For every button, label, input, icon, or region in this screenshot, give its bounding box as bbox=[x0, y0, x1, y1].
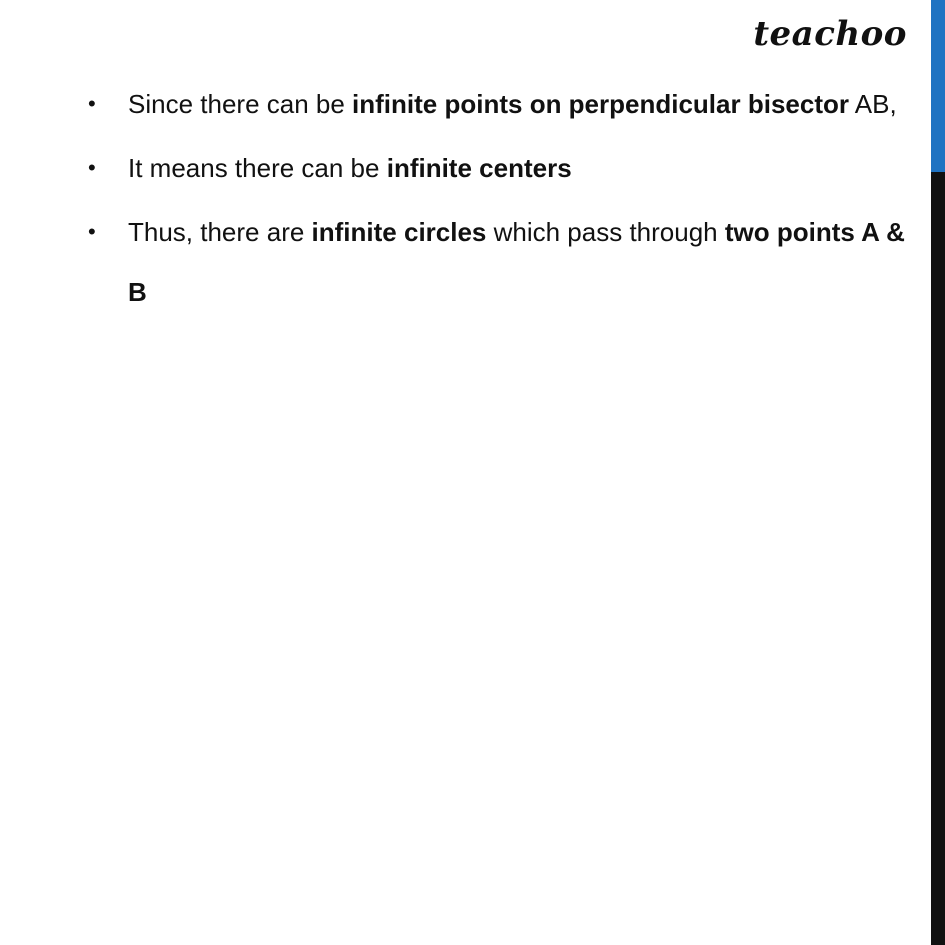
bullet-text: It means there can be bbox=[128, 153, 387, 183]
bullet-text: AB, bbox=[848, 89, 897, 119]
bullet-item bbox=[88, 202, 920, 322]
bullet-text: Thus, there are bbox=[128, 217, 312, 247]
bullet-dot-icon: • bbox=[88, 219, 96, 244]
bullet-dot-icon: • bbox=[88, 91, 96, 116]
bullet-text-bold: infinite centers bbox=[386, 153, 572, 183]
slide-content bbox=[88, 74, 920, 326]
bullet-dot-icon: • bbox=[88, 155, 96, 180]
teachoo-logo: teachoo bbox=[753, 14, 907, 54]
bullet-item bbox=[88, 138, 920, 198]
bullet-text: Since there can be bbox=[128, 89, 353, 119]
side-accent-bar bbox=[931, 0, 945, 172]
bullet-list bbox=[88, 74, 920, 322]
bullet-text: which pass through bbox=[486, 217, 725, 247]
bullet-item bbox=[88, 74, 920, 134]
bullet-text-bold: infinite circles bbox=[311, 217, 487, 247]
bullet-text-bold: two points A & B bbox=[128, 217, 905, 307]
bullet-text-bold: infinite points on perpendicular bisector bbox=[352, 89, 849, 119]
